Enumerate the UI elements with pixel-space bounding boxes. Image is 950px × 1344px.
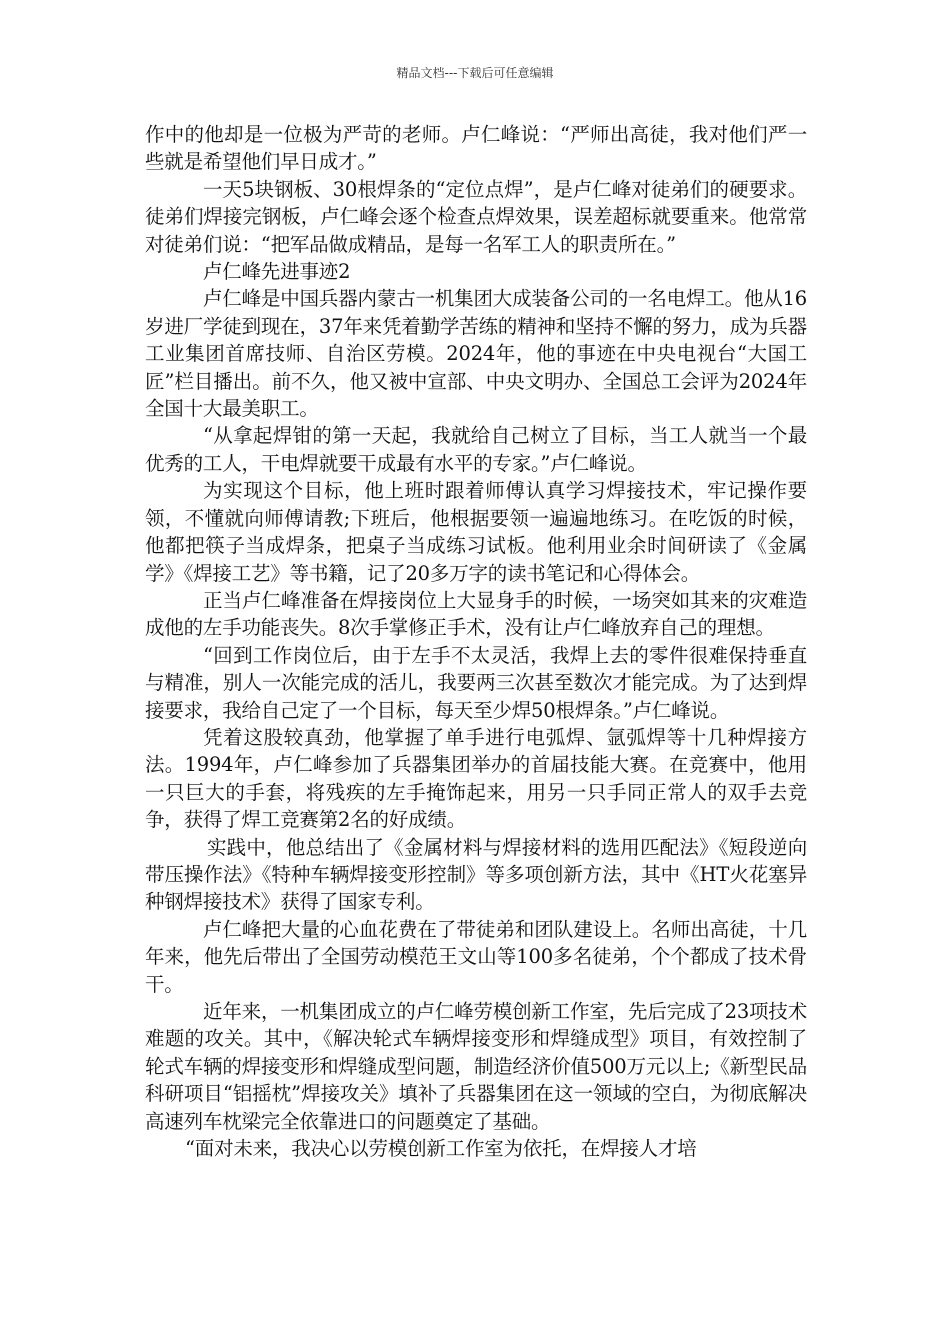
paragraph-10: 卢仁峰把大量的心血花费在了带徒弟和团队建设上。名师出高徒，十几年来，他先后带出了全国劳动模范王文山等100多名徒弟，个个都成了技术骨干。 [145,917,807,996]
paragraph-11: 近年来，一机集团成立的卢仁峰劳模创新工作室，先后完成了23项技术难题的攻关。其中，《解决轮式车辆焊接变形和焊缝成型》项目，有效控制了轮式车辆的焊接变形和焊缝成型问题，制造经济价值500万元以上;《新型民品科研项目“铝摇枕”焊接攻关》填补了兵器集团在这一领域的空白，为彻底解决高速列车枕梁完全依靠进口的问题奠定了基础。 [145,1000,807,1133]
paragraph-7: “回到工作岗位后，由于左手不太灵活，我焊上去的零件很难保持垂直与精准，别人一次能完成的活儿，我要两三次甚至数次才能完成。为了达到焊接要求，我给自己定了一个目标，每天至少焊50根焊条。”卢仁峰说。 [145,643,807,722]
paragraph-5: 为实现这个目标，他上班时跟着师傅认真学习焊接技术，牢记操作要领，不懂就向师傅请教;下班后，他根据要领一遍遍地练习。在吃饭的时候，他都把筷子当成焊条，把桌子当成练习试板。他利用业余时间研读了《金属学》《焊接工艺》等书籍，记了20多万字的读书笔记和心得体会。 [145,479,807,585]
paragraph-8: 凭着这股较真劲，他掌握了单手进行电弧焊、氩弧焊等十几种焊接方法。1994年，卢仁峰参加了兵器集团举办的首届技能大赛。在竞赛中，他用一只巨大的手套，将残疾的左手掩饰起来，用另一只手同正常人的双手去竞争，获得了焊工竞赛第2名的好成绩。 [145,725,807,832]
document-body [145,121,807,1162]
paragraph-2: 一天5块钢板、30根焊条的“定位点焊”，是卢仁峰对徒弟们的硬要求。徒弟们焊接完钢板，卢仁峰会逐个检查点焊效果，误差超标就要重来。他常常对徒弟们说：“把军品做成精品，是每一名军工人的职责所在。” [145,177,807,256]
section-heading: 卢仁峰先进事迹2 [203,260,351,284]
paragraph-9: 实践中，他总结出了《金属材料与焊接材料的选用匹配法》《短段逆向带压操作法》《特种车辆焊接变形控制》等多项创新方法，其中《HT火花塞异种钢焊接技术》获得了国家专利。 [145,835,807,914]
page-header: 精品文档---下载后可任意编辑 [396,66,554,80]
paragraph-12: “面对未来，我决心以劳模创新工作室为依托，在焊接人才培 [185,1137,697,1161]
paragraph-1: 作中的他却是一位极为严苛的老师。卢仁峰说：“严师出高徒，我对他们严一些就是希望他们早日成才。” [145,123,807,174]
paragraph-3: 卢仁峰是中国兵器内蒙古一机集团大成装备公司的一名电焊工。他从16岁进厂学徒到现在，37年来凭着勤学苦练的精神和坚持不懈的努力，成为兵器工业集团首席技师、自治区劳模。2024年，他的事迹在中央电视台“大国工匠”栏目播出。前不久，他又被中宣部、中央文明办、全国总工会评为2024年全国十大最美职工。 [145,287,807,421]
paragraph-4: “从拿起焊钳的第一天起，我就给自己树立了目标，当工人就当一个最优秀的工人，干电焊就要干成最有水平的专家。”卢仁峰说。 [145,424,807,475]
paragraph-6: 正当卢仁峰准备在焊接岗位上大显身手的时候，一场突如其来的灾难造成他的左手功能丧失。8次手掌修正手术，没有让卢仁峰放弃自己的理想。 [145,588,807,640]
